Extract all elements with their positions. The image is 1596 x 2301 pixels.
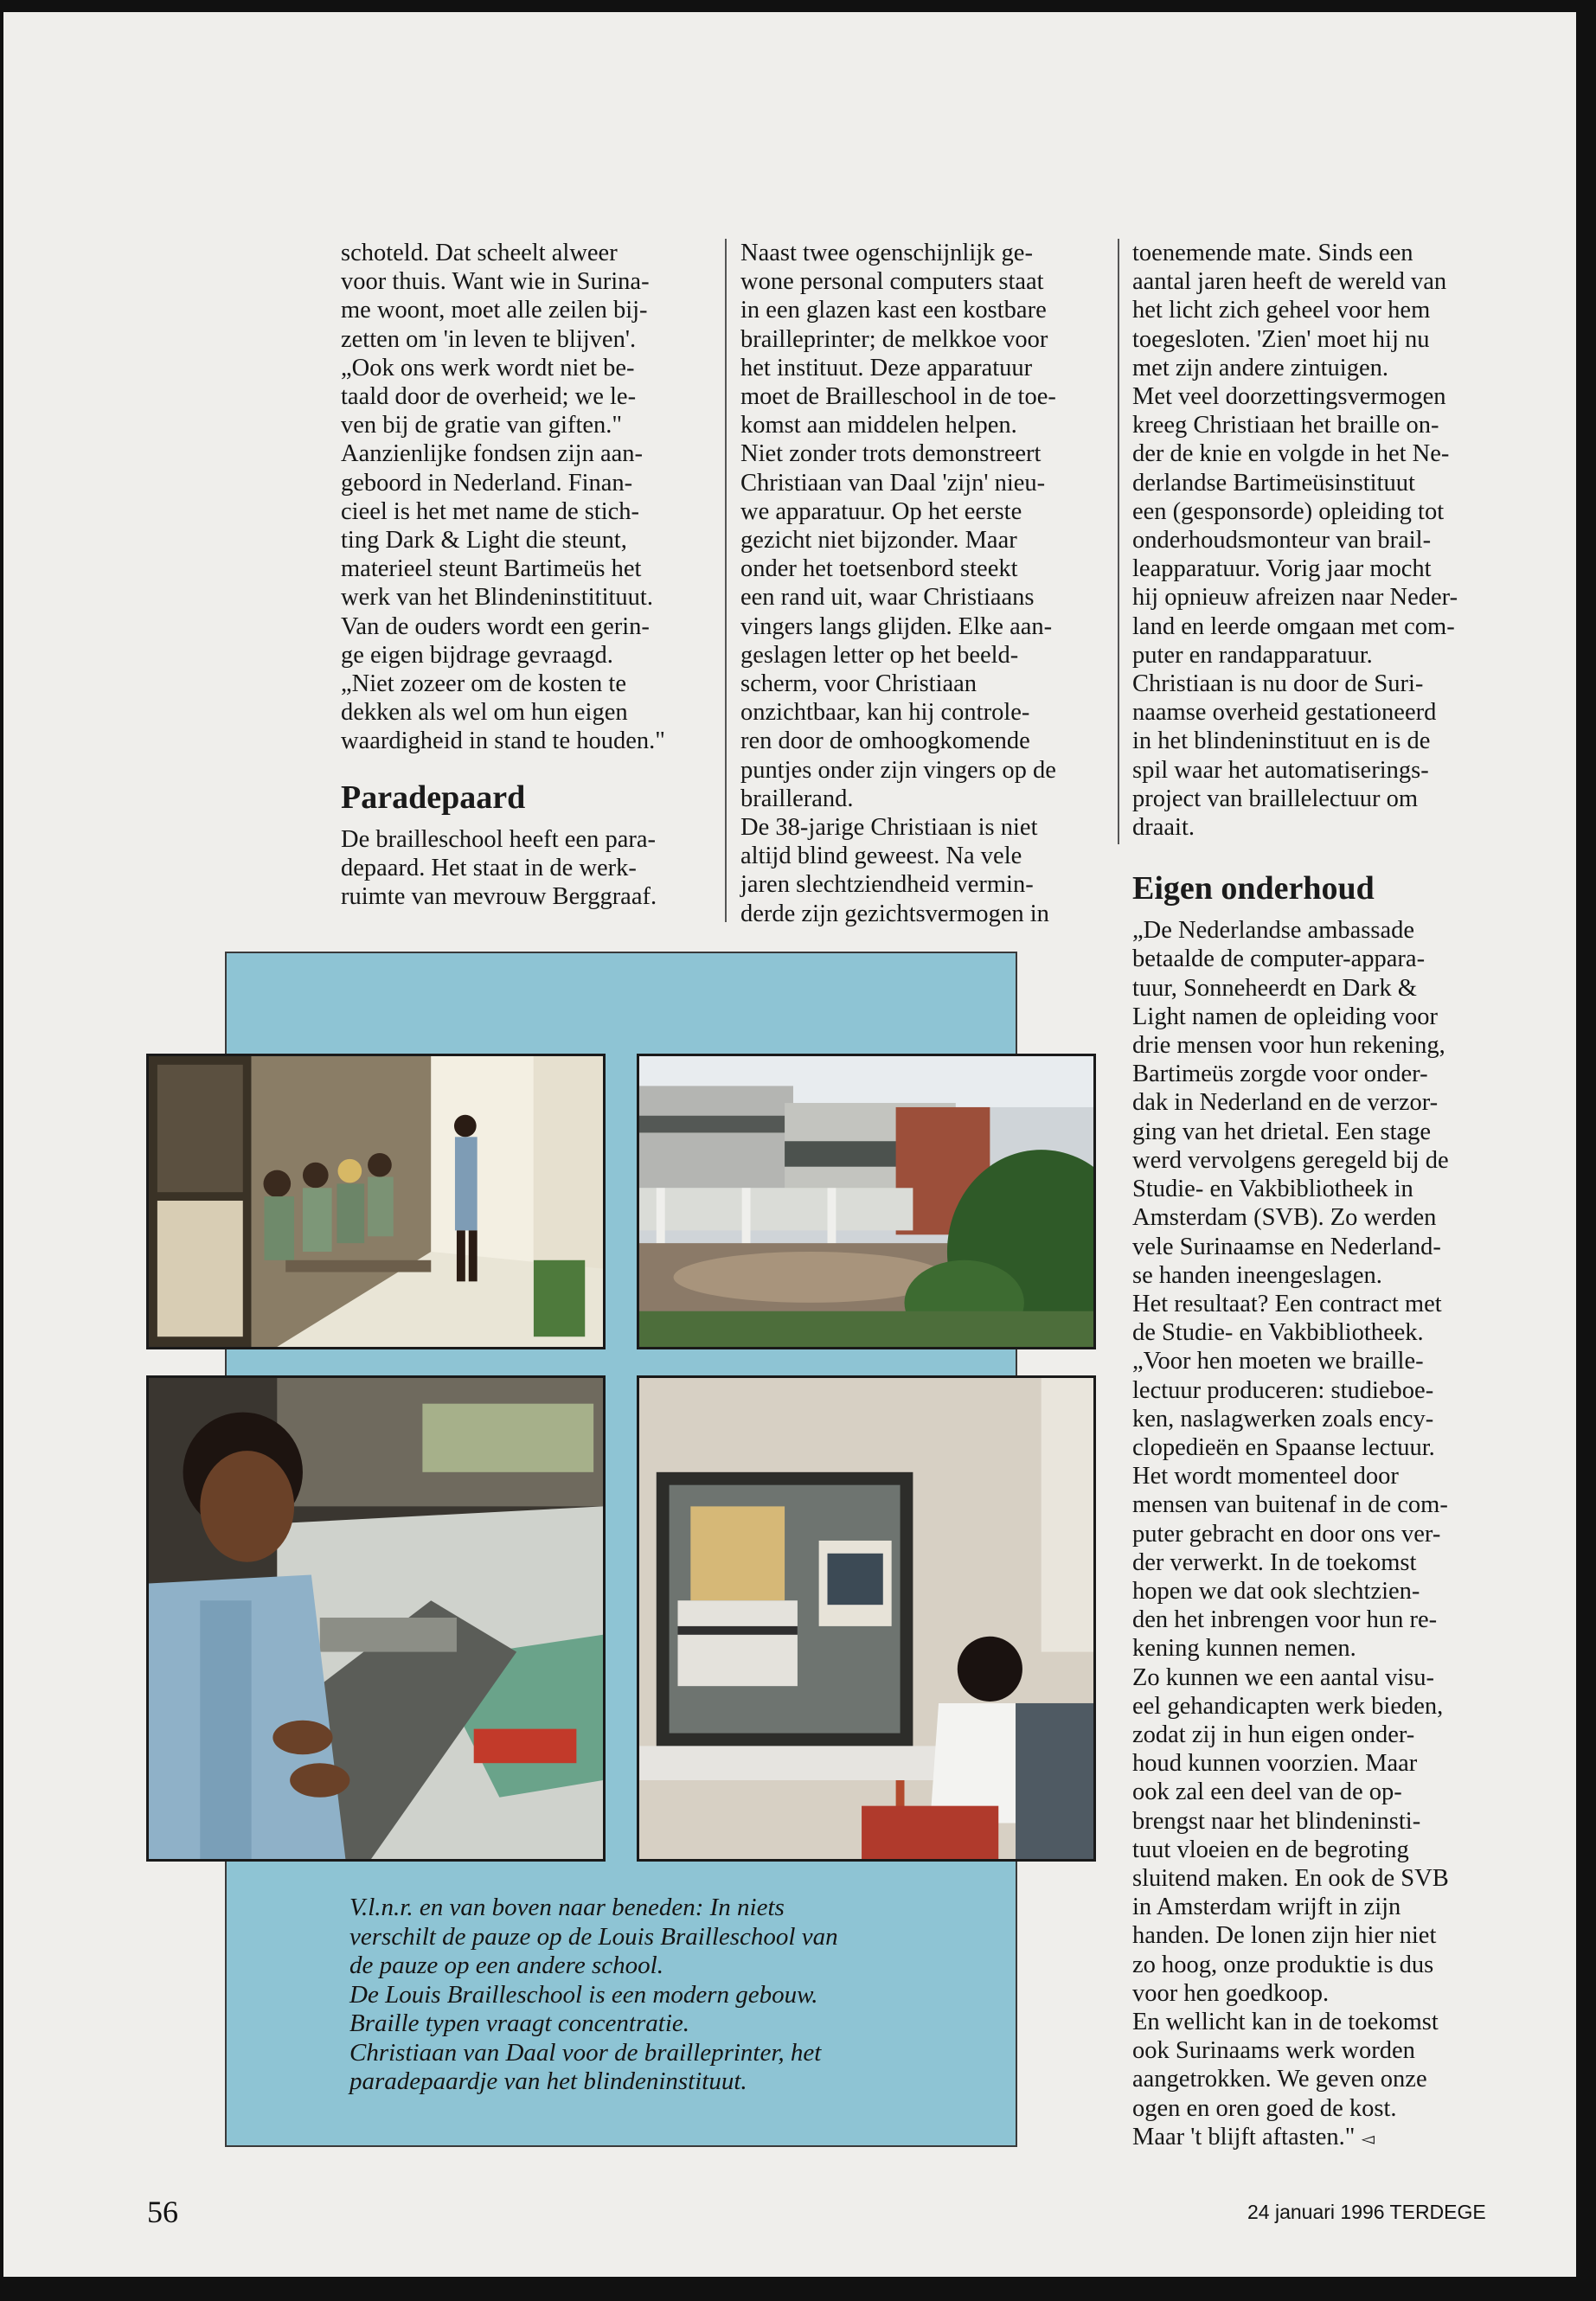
page-number: 56 — [147, 2195, 178, 2229]
end-mark-icon: ◅ — [1361, 2127, 1375, 2149]
column-1-paragraph: schoteld. Dat scheelt alweer voor thuis. Want wie in Surina- me woont, moet alle zeilen bij- zetten om 'in leven te blijven'. „Ook ons werk wordt niet be- taald door de overheid; we le- ven bij de gratie van giften." Aanzienlijke fondsen zijn aan- geboord in Nederland. Finan- cieel is het met name de stich- ting Dark & Light die steunt, materieel steunt Bartimeüs het werk van het Blindeninstitituut. Van de ouders wordt een gerin- ge eigen bijdrage gevraagd. „Niet zozeer om de kosten te dekken als wel om hun eigen waardigheid in stand te houden." — [341, 240, 665, 755]
column-3-paragraph-after-heading — [1132, 916, 1522, 2153]
section-heading-eigen-onderhoud: Eigen onderhoud — [1132, 870, 1375, 907]
photo-braille-printer — [637, 1375, 1096, 1862]
photo-caption — [349, 1894, 990, 2097]
photo-braille-typing — [146, 1375, 606, 1862]
column-divider — [725, 239, 727, 922]
text-column-1 — [341, 239, 721, 911]
magazine-page — [3, 12, 1576, 2277]
photo-caption-text: V.l.n.r. en van boven naar beneden: In niets verschilt de pauze op de Louis Brailleschool van de pauze op een andere school. De Louis Brailleschool is een modern gebouw. Braille typen vraagt concentratie. Christiaan van Daal voor de brailleprinter, het paradepaardje van het blindeninstituut. — [349, 1894, 838, 2095]
column-1-paragraph-after-heading: De brailleschool heeft een para- depaard. Het staat in de werk- ruimte van mevrouw Berggraaf. — [341, 825, 657, 911]
column-2-paragraph: Naast twee ogenschijnlijk ge- wone personal computers staat in een glazen kast een kostbare brailleprinter; de melkkoe voor het instituut. Deze apparatuur moet de Brailleschool in de toe- komst aan middelen helpen. Niet zonder trots demonstreert Christiaan van Daal 'zijn' nieu- we apparatuur. Op het eerste gezicht niet bijzonder. Maar onder het toetsenbord steekt een rand uit, waar Christiaans vingers langs glijden. Elke aan- geslagen letter op het beeld- scherm, voor Christiaan onzichtbaar, kan hij controle- ren door de omhoogkomende puntjes onder zijn vingers op de braillerand. De 38-jarige Christiaan is niet altijd blind geweest. Na vele jaren slechtziendheid vermin- derde zijn gezichtsvermogen in — [740, 240, 1056, 927]
section-heading-paradepaard: Paradepaard — [341, 779, 526, 816]
text-column-3 — [1132, 239, 1522, 2153]
column-divider — [1118, 239, 1119, 844]
column-3-paragraph: toenemende mate. Sinds een aantal jaren heeft de wereld van het licht zich geheel voor hem toegesloten. 'Zien' moet hij nu met zijn andere zintuigen. Met veel doorzettingsvermogen kreeg Christiaan het braille on- der de knie en volgde in het Ne- derlandse Bartimeüsinstituut een (gesponsorde) opleiding tot onderhoudsmonteur van brail- leapparatuur. Vorig jaar mocht hij opnieuw afreizen naar Neder- land en leerde omgaan met com- puter en randapparatuur. Christiaan is nu door de Suri- naamse overheid gestationeerd in het blindeninstituut en is de spil waar het automatiserings- project van braillelectuur om draait. — [1132, 240, 1458, 842]
issue-date: 24 januari 1996 TERDEGE — [1247, 2201, 1486, 2223]
text-column-2 — [740, 239, 1104, 928]
column-3-text: „De Nederlandse ambassade betaalde de computer-appara- tuur, Sonneheerdt en Dark & Light namen de opleiding voor drie mensen voor hun rekening, Bartimeüs zorgde voor onder- dak in Nederland en de verzor- ging van het drietal. Een stage werd vervolgens geregeld bij de Studie- en Vakbibliotheek in Amsterdam (SVB). Zo werden vele Surinaamse en Nederland- se handen ineengeslagen. Het resultaat? Een contract met de Studie- en Vakbibliotheek. „Voor hen moeten we braille- lectuur produceren: studieboe- ken, naslagwerken zoals ency- clopedieën en Spaanse lectuur. Het wordt momenteel door mensen van buitenaf in de com- puter gebracht en door ons ver- der verwerkt. In de toekomst hopen we dat ook slechtzien- den het inbrengen voor hun re- kening kunnen nemen. Zo kunnen we een aantal visu- eel gehandicapten werk bieden, zodat zij in hun eigen onder- houd kunnen voorzien. Maar ook zal een deel van de op- brengst naar het blindeninsti- tuut vloeien en de begroting sluitend maken. En ook de SVB in Amsterdam wrijft in zijn handen. De lonen zijn hier niet zo hoog, onze produktie is dus voor hen goedkoop. En wellicht kan in de toekomst ook Surinaams werk worden aangetrokken. We geven onze ogen en oren goed de kost. Maar 't blijft aftasten." — [1132, 917, 1449, 2150]
photo-school-pause — [146, 1054, 606, 1349]
photo-school-building — [637, 1054, 1096, 1349]
